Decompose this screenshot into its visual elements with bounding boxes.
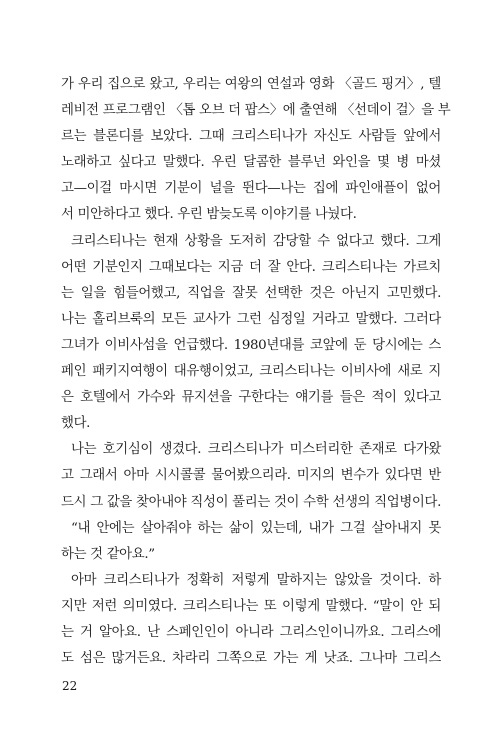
text-line: 페인 패키지여행이 대유행이었고, 크리스티나는 이비사에 새로 지 [61, 364, 441, 380]
body-text [61, 72, 451, 672]
text-line: 어떤 기분인지 그때보다는 지금 더 잘 안다. 크리스티나는 가르치 [61, 259, 441, 275]
text-line: 고 그래서 아마 시시콜콜 물어봤으리라. 미지의 변수가 있다면 반 [61, 468, 441, 484]
text-line: 은 호텔에서 가수와 뮤지션을 구한다는 얘기를 들은 적이 있다고 [61, 390, 441, 406]
text-line: 했다. [61, 416, 91, 432]
text-line: 는 거 알아요. 난 스페인인이 아니라 그리스인이니까요. 그리스에 [61, 624, 441, 640]
text-line: 드시 그 값을 찾아내야 직성이 풀리는 것이 수학 선생의 직업병이다. [61, 494, 441, 510]
text-line: 노래하고 싶다고 말했다. 우린 달콤한 블루넌 와인을 몇 병 마셨 [61, 155, 441, 171]
text-line: “내 안에는 살아줘야 하는 삶이 있는데, 내가 그걸 살아내지 못 [71, 520, 441, 536]
text-line: 아마 크리스티나가 정확히 저렇게 말하지는 않았을 것이다. 하 [71, 572, 441, 588]
text-line: 레비전 프로그램인 〈톱 오브 더 팝스〉에 출연해 〈선데이 걸〉을 부 [61, 103, 451, 119]
text-line: 가 우리 집으로 왔고, 우리는 여왕의 연설과 영화 〈골드 핑거〉, 텔 [61, 77, 441, 92]
text-line: 고—이걸 마시면 기분이 널을 뛴다—나는 집에 파인애플이 없어 [61, 181, 441, 197]
page-number: 22 [62, 679, 78, 693]
text-line: 지만 저런 의미였다. 크리스티나는 또 이렇게 말했다. “말이 안 되 [61, 598, 441, 614]
text-line: 도 섬은 많거든요. 차라리 그쪽으로 가는 게 낫죠. 그나마 그리스 [61, 651, 441, 667]
text-line: 하는 것 같아요.” [61, 546, 155, 562]
text-line: 르는 블론디를 보았다. 그때 크리스티나가 자신도 사람들 앞에서 [61, 129, 441, 145]
text-line: 나는 홀리브룩의 모든 교사가 그런 심정일 거라고 말했다. 그러다 [61, 311, 441, 327]
text-line: 서 미안하다고 했다. 우린 밤늦도록 이야기를 나눴다. [61, 207, 357, 223]
text-line: 크리스티나는 현재 상황을 도저히 감당할 수 없다고 했다. 그게 [71, 233, 441, 249]
text-line: 나는 호기심이 생겼다. 크리스티나가 미스터리한 존재로 다가왔 [71, 442, 441, 458]
text-line: 는 일을 힘들어했고, 직업을 잘못 선택한 것은 아닌지 고민했다. [61, 285, 441, 301]
text-line: 그녀가 이비사섬을 언급했다. 1980년대를 코앞에 둔 당시에는 스 [61, 337, 441, 353]
